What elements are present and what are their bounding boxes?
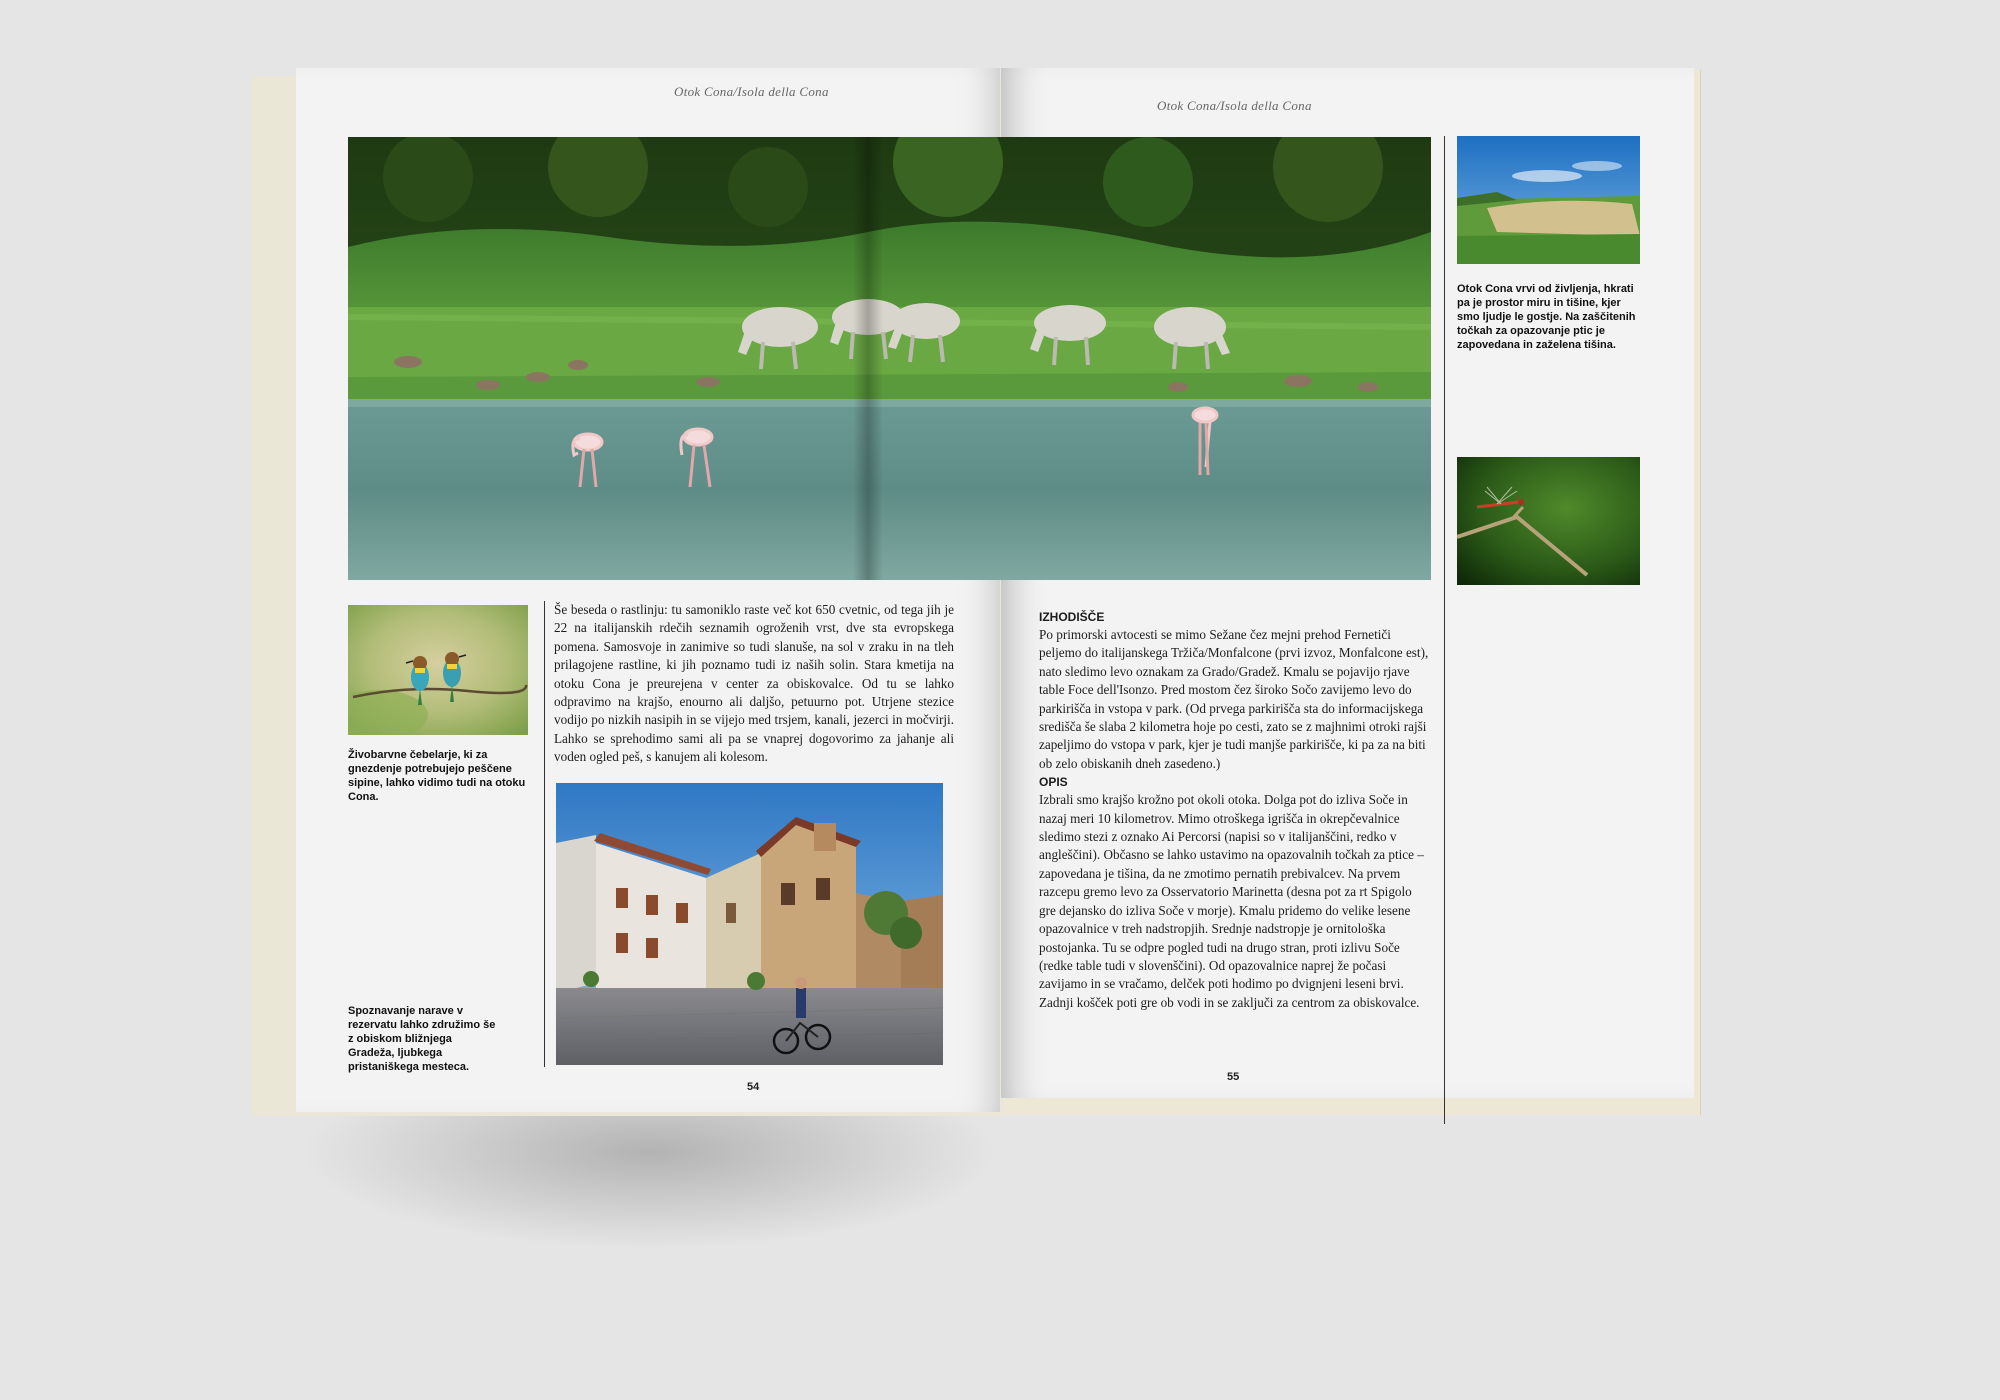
book-shadow bbox=[300, 1110, 1000, 1250]
column-rule-left bbox=[544, 601, 545, 1067]
horses-flamingos-photo bbox=[348, 137, 1431, 580]
column-rule-right bbox=[1444, 136, 1445, 1124]
right-body-text bbox=[1039, 608, 1429, 1012]
running-head-left: Otok Cona/Isola della Cona bbox=[674, 84, 829, 99]
grado-town-photo bbox=[556, 783, 943, 1065]
sidebar-caption: Otok Cona vrvi od življenja, hkrati pa je prostor miru in tišine, kjer smo ljudje le gostje. Na zaščitenih točkah za opazovanje ptic je zapovedana in zaželena tišina. bbox=[1457, 283, 1636, 351]
running-head-right: Otok Cona/Isola della Cona bbox=[1157, 98, 1312, 113]
bee-eaters-caption: Živobarvne čebelarje, ki za gnezdenje potrebujejo peščene sipine, lahko vidimo tudi na otoku Cona. bbox=[348, 749, 526, 803]
heading-description: OPIS bbox=[1039, 775, 1068, 790]
description-text: Izbrali smo krajšo krožno pot okoli otoka. Dolga pot do izliva Soče in nazaj meri 10 kilometrov. Mimo otroškega igrišča in okrepčevalnice sledimo stezi z oznako Ai Percorsi (napisi so v italijanščini, redko v angleščini). Občasno se lahko ustavimo na opazovalnih točkah za ptice – zapovedana je tišina, da ne zmotimo pernatih prebivalcev. Na prvem razcepu gremo levo za Osservatorio Marinetta (desna pot za rt Spigolo gre dejansko do izliva Soče v morje). Kmalu pridemo do velike lesene opazovalnice v treh nadstropjih. Srednje nadstropje je ornitološka postojanka. Tu se odpre pogled tudi na drugo stran, proti izlivu Soče (redke table tudi v slovenščini). Od opazovalnice naprej že počasi zavijamo in se vračamo, delček poti hodimo po dvignjeni leseni brvi. Zadnji košček poti gre ob vodi in se zaključi za centrom za obiskovalce. bbox=[1039, 792, 1424, 1010]
page-number-left: 54 bbox=[747, 1081, 760, 1093]
starting-point-text: Po primorski avtocesti se mimo Sežane čez mejni prehod Fernetiči peljemo do italijanskega Tržiča/Monfalcone (prvi izvoz, Monfalcone est), nato sledimo levo oznakam za Grado/Gradež. Kmalu se pojavijo rjave table Foce dell'Isonzo. Pred mostom čez široko Sočo zavijemo levo do parkirišča in vstopa v park. (Od prvega parkirišča sta do informacijskega središča še slaba 2 kilometra hoje po cesti, zato se z majhnimi otroki rajši zapeljimo do vstopa v park, kjer je tudi manjše parkirišče, ki pa za na biti ob zelo obiskanih dneh zasedeno.) bbox=[1039, 627, 1429, 771]
page-number-right: 55 bbox=[1227, 1071, 1240, 1083]
heading-starting-point: IZHODIŠČE bbox=[1039, 610, 1105, 624]
grado-caption: Spoznavanje narave v rezervatu lahko združimo še z obiskom bližnjega Gradeža, ljubkega pristaniškega mesteca. bbox=[348, 1005, 496, 1073]
dragonfly-photo bbox=[1457, 457, 1640, 585]
lagoon-landscape-photo bbox=[1457, 136, 1640, 264]
bee-eaters-photo bbox=[348, 605, 528, 735]
left-body-text: Še beseda o rastlinju: tu samoniklo raste več kot 650 cvetnic, od tega jih je 22 na italijanskih rdečih seznamih ogroženih vrst, dve sta evropskega pomena. Samosvoje in zanimive so tudi slanuše, na sol v zraku in na tleh prilagojene rastline, ki jih poznamo tudi iz naših solin. Stara kmetija na otoku Cona je preurejena v center za obiskovalce. Od tu se lahko odpravimo na krajšo, enourno ali daljšo, petuurno pot. Utrjene stezice vodijo po nizkih nasipih in se vijejo med trsjem, kanali, jezerci in močvirji. Lahko se sprehodimo sami ali pa se vnaprej dogovorimo za jahanje ali voden ogled peš, s kanujem ali kolesom. bbox=[554, 602, 954, 765]
